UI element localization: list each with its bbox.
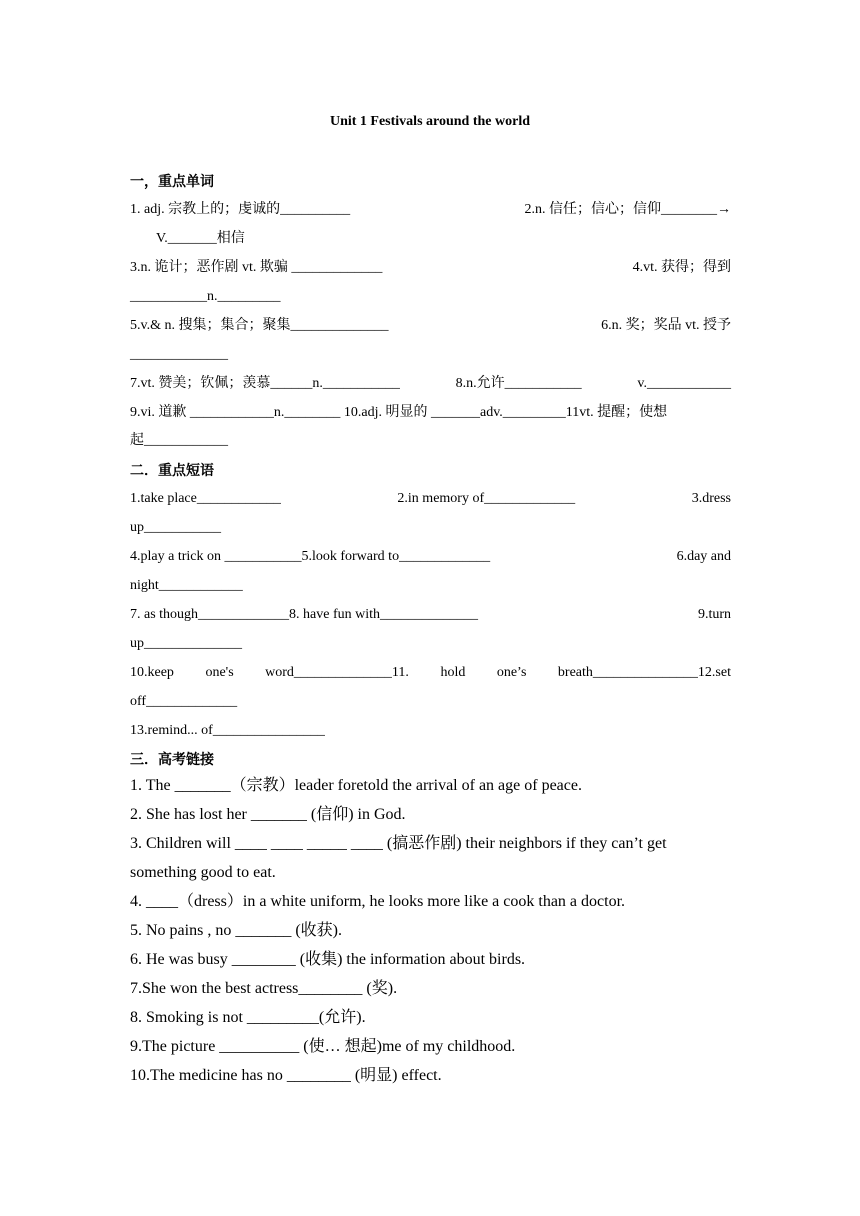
exam-line-9: 8. Smoking is not _________(允许). <box>130 1009 366 1026</box>
phrase-line-1-part-3: 3.dress <box>691 491 731 506</box>
phrase-line-8 <box>130 693 731 711</box>
exam-line-7: 6. He was busy ________ (收集) the information about birds. <box>130 951 526 968</box>
phrase-line-7-part-4: hold <box>440 665 466 680</box>
phrase-line-7-part-3: word______________11. <box>265 665 409 680</box>
vocab-line-3-part-2: 4.vt. 获得；得到 <box>632 260 731 275</box>
phrase-line-7-part-2: one's <box>205 665 234 680</box>
phrase-line-7-part-6: breath_______________12.set <box>557 665 731 680</box>
vocab-line-4-part-1: ___________n._________ <box>130 289 281 304</box>
exam-line-11: 10.The medicine has no ________ (明显) effect. <box>130 1067 442 1084</box>
phrase-line-3-part-1: 4.play a trick on ___________5.look forward to_____________ <box>130 549 491 564</box>
vocab-line-1-part-1: 1. adj. 宗教上的；虔诚的__________ <box>130 202 351 217</box>
vocab-line-1 <box>130 201 731 219</box>
vocab-line-7-part-1: 7.vt. 赞美；钦佩；羡慕______n.___________ <box>130 376 400 391</box>
vocab-line-9-part-1: 起____________ <box>130 433 228 448</box>
exam-line-2: 2. She has lost her _______ (信仰) in God. <box>130 806 406 823</box>
phrase-line-5-part-1: 7. as though_____________8. have fun with______________ <box>130 607 479 622</box>
exam-line-10: 9.The picture __________ (使… 想起)me of my childhood. <box>130 1038 516 1055</box>
phrase-line-8-part-1: off_____________ <box>130 694 238 709</box>
vocab-line-2-part-1: V._______相信 <box>156 231 245 246</box>
vocab-line-5-part-2: 6.n. 奖；奖品 vt. 授予 <box>601 318 731 333</box>
phrase-line-2 <box>130 519 731 537</box>
vocab-line-8-part-1: 9.vi. 道歉 ____________n.________ 10.adj. 明显的 _______adv._________11vt. 提醒；使想 <box>130 405 668 420</box>
phrase-line-7-part-5: one’s <box>496 665 527 680</box>
vocab-line-7-part-3: v.____________ <box>637 376 731 391</box>
vocab-line-6 <box>130 346 731 364</box>
phrase-line-1-part-2: 2.in memory of_____________ <box>397 491 576 506</box>
vocab-line-9 <box>130 432 731 450</box>
vocab-line-8 <box>130 404 731 422</box>
exam-line-5: 4. ____（dress）in a white uniform, he looks more like a cook than a doctor. <box>130 893 626 910</box>
phrase-line-4-part-1: night____________ <box>130 578 243 593</box>
phrase-line-6 <box>130 635 731 653</box>
vocab-line-5-part-1: 5.v.& n. 搜集；集合；聚集______________ <box>130 318 389 333</box>
phrase-line-9 <box>130 722 731 740</box>
vocab-line-1-part-2: 2.n. 信任；信心；信仰________→ <box>524 202 731 217</box>
exam-line-3: 3. Children will ____ ____ _____ ____ (搞恶作剧) their neighbors if they can’t get <box>130 835 667 852</box>
vocab-line-6-part-1: ______________ <box>130 347 228 362</box>
exam-line-1: 1. The _______（宗教）leader foretold the arrival of an age of peace. <box>130 777 582 794</box>
phrase-line-5-part-2: 9.turn <box>697 607 731 622</box>
phrase-line-1-part-1: 1.take place____________ <box>130 491 281 506</box>
phrase-line-7 <box>130 664 731 682</box>
document-title: Unit 1 Festivals around the world <box>329 114 531 129</box>
phrase-line-1 <box>130 490 731 508</box>
phrase-line-2-part-1: up___________ <box>130 520 221 535</box>
phrase-line-6-part-1: up______________ <box>130 636 242 651</box>
section1-heading: 一，重点单词 <box>130 174 214 190</box>
phrase-line-3-part-2: 6.day and <box>676 549 731 564</box>
section2-heading: 二．重点短语 <box>130 463 214 479</box>
exam-line-8: 7.She won the best actress________ (奖). <box>130 980 398 997</box>
vocab-line-7-part-2: 8.n.允许___________ <box>455 376 582 391</box>
exam-line-4: something good to eat. <box>130 864 276 881</box>
phrase-line-9-part-1: 13.remind... of________________ <box>130 723 325 738</box>
phrase-line-5 <box>130 606 731 624</box>
phrase-line-4 <box>130 577 731 595</box>
phrase-line-7-part-1: 10.keep <box>130 665 174 680</box>
section3-heading: 三．高考链接 <box>130 752 214 768</box>
exam-line-6: 5. No pains , no _______ (收获). <box>130 922 342 939</box>
vocab-line-3 <box>130 259 731 277</box>
vocab-line-5 <box>130 317 731 335</box>
vocab-line-3-part-1: 3.n. 诡计；恶作剧 vt. 欺骗 _____________ <box>130 260 383 275</box>
phrase-line-3 <box>130 548 731 566</box>
vocab-line-4 <box>130 288 731 306</box>
vocab-line-2 <box>156 230 731 248</box>
vocab-line-7 <box>130 375 731 393</box>
